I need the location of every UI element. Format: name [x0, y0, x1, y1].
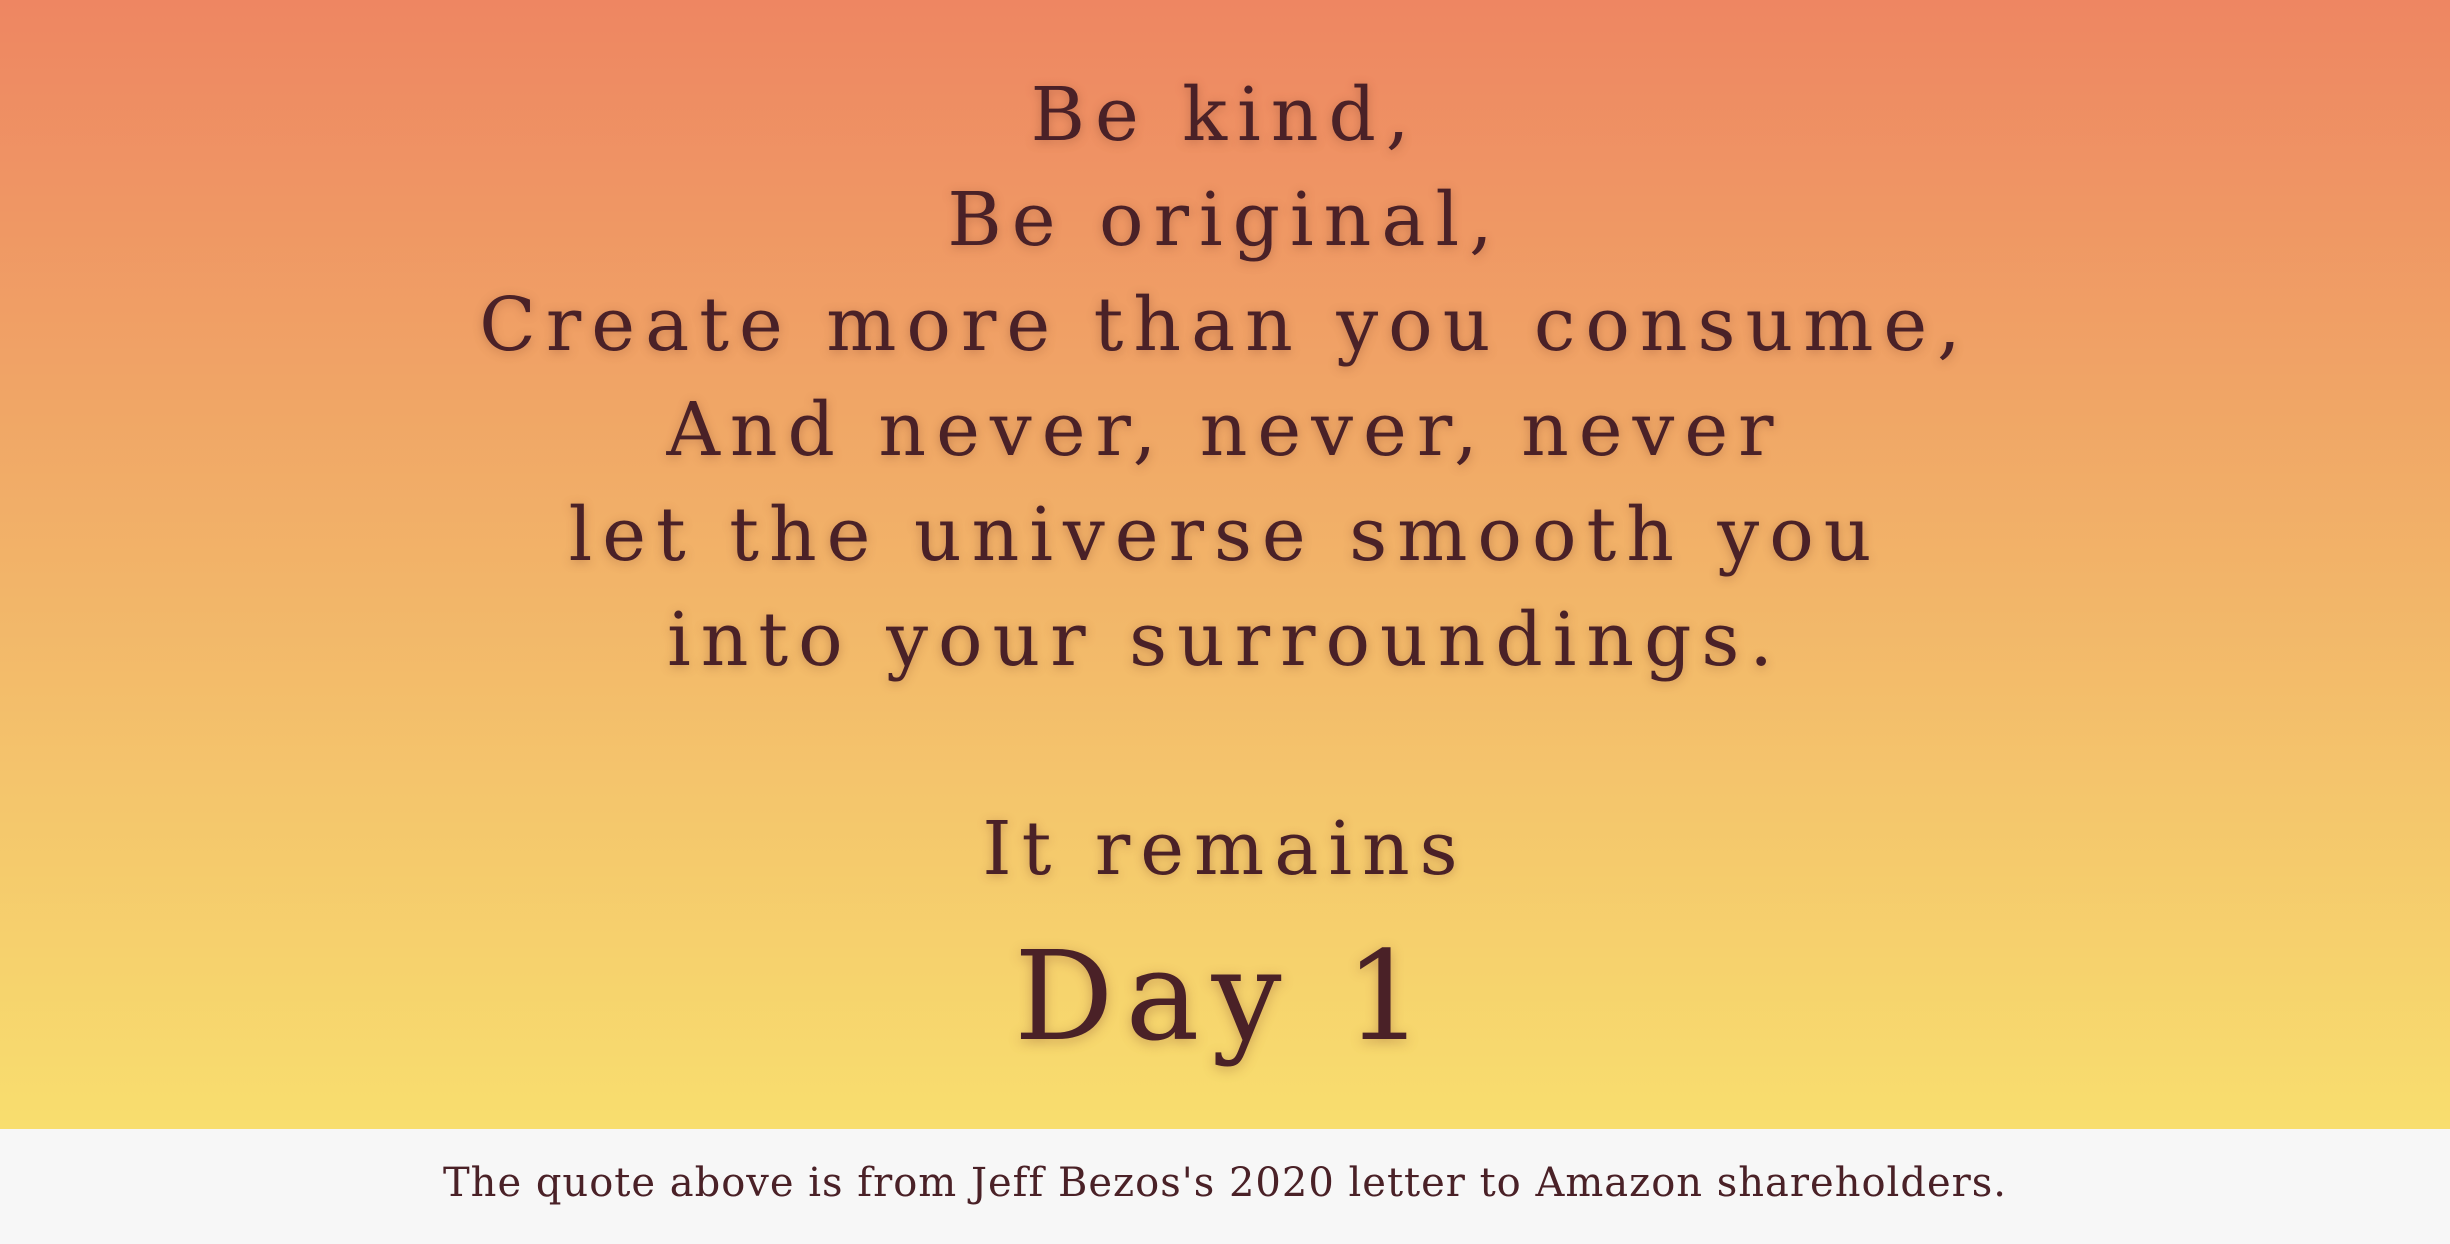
quote-line-4: And never, never, never: [666, 387, 1784, 473]
footer-attribution: The quote above is from Jeff Bezos's 2020 letter to Amazon shareholders.: [443, 1160, 2007, 1206]
day-one-heading: Day 1: [1014, 925, 1436, 1069]
quote-line-5: let the universe smooth you: [568, 492, 1882, 578]
quote-line-6: into your surroundings.: [667, 597, 1783, 683]
quote-line-1: Be kind,: [1030, 72, 1420, 158]
quote-line-3: Create more than you consume,: [479, 282, 1971, 368]
quote-line-2: Be original,: [947, 177, 1503, 263]
footer: [0, 1129, 2450, 1244]
it-remains-text: It remains: [982, 806, 1468, 892]
